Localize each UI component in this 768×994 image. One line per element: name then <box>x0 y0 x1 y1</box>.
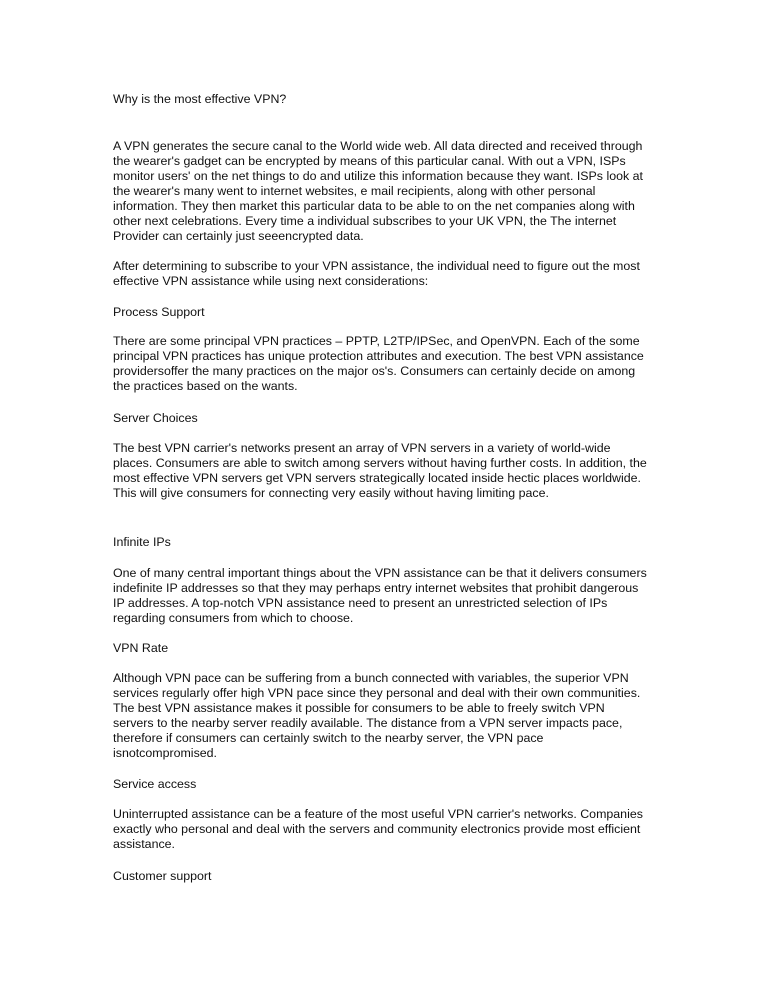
section-body-vpn-rate <box>113 671 673 761</box>
text-line: effective VPN assistance while using next considerations: <box>113 274 429 288</box>
text-line: One of many central important things about the VPN assistance can be that it delivers consumers <box>113 566 647 580</box>
text-line: therefore if consumers can certainly switch to the nearby server, the VPN pace <box>113 731 544 745</box>
text-line: principal VPN practices has unique protection attributes and execution. The best VPN assistance <box>113 349 644 363</box>
text-line: Uninterrupted assistance can be a feature of the most useful VPN carrier's networks. Companies <box>113 807 643 821</box>
section-heading-server-choices: Server Choices <box>113 411 198 425</box>
text-line: The best VPN carrier's networks present an array of VPN servers in a variety of world-wide <box>113 441 611 455</box>
text-line: monitor users' on the net things to do and utilize this information because they want. ISPs look at <box>113 169 643 183</box>
section-body-service-access <box>113 807 673 852</box>
text-line: The best VPN assistance makes it possible for consumers to be able to freely switch VPN <box>113 701 605 715</box>
text-line: regarding consumers from which to choose. <box>113 611 354 625</box>
text-line: indefinite IP addresses so that they may perhaps entry internet websites that prohibit dangerous <box>113 581 639 595</box>
text-line: places. Consumers are able to switch among servers without having further costs. In addition, the <box>113 456 647 470</box>
section-body-process-support <box>113 334 673 394</box>
section-heading-service-access: Service access <box>113 777 197 791</box>
intro-paragraph <box>113 139 673 244</box>
text-line: services regularly offer high VPN pace since they personal and deal with their own communities. <box>113 686 641 700</box>
text-line: the practices based on the wants. <box>113 379 298 393</box>
text-line: providersoffer the many practices on the major os's. Consumers can certainly decide on among <box>113 364 636 378</box>
text-line: the wearer's gadget can be encrypted by means of this particular canal. With out a VPN, ISPs <box>113 154 626 168</box>
text-line: There are some principal VPN practices – PPTP, L2TP/IPSec, and OpenVPN. Each of the some <box>113 334 640 348</box>
text-line: This will give consumers for connecting very easily without having limiting pace. <box>113 486 549 500</box>
section-body-server-choices <box>113 441 673 501</box>
text-line: servers to the nearby server readily available. The distance from a VPN server impacts pace, <box>113 716 623 730</box>
text-line: assistance. <box>113 837 175 851</box>
text-line: information. They then market this particular data to be able to on the net companies along with <box>113 199 635 213</box>
text-line: the wearer's many went to internet websites, e mail recipients, along with other personal <box>113 184 596 198</box>
section-heading-infinite-ips: Infinite IPs <box>113 535 171 549</box>
transition-paragraph <box>113 259 673 289</box>
text-line: exactly who personal and deal with the servers and community electronics provide most efficient <box>113 822 641 836</box>
text-line: isnotcompromised. <box>113 746 217 760</box>
text-line: A VPN generates the secure canal to the World wide web. All data directed and received through <box>113 139 643 153</box>
text-line: Although VPN pace can be suffering from a bunch connected with variables, the superior VPN <box>113 671 629 685</box>
section-heading-customer-support: Customer support <box>113 869 212 883</box>
text-line: most effective VPN servers get VPN servers strategically located inside hectic places worldwide. <box>113 471 641 485</box>
text-line: IP addresses. A top-notch VPN assistance need to present an unrestricted selection of IPs <box>113 596 608 610</box>
section-body-infinite-ips <box>113 566 673 626</box>
section-heading-process-support: Process Support <box>113 305 205 319</box>
document-title: Why is the most effective VPN? <box>113 92 287 106</box>
text-line: Provider can certainly just seeencrypted data. <box>113 229 364 243</box>
text-line: other next celebrations. Every time a individual subscribes to your UK VPN, the The internet <box>113 214 617 228</box>
text-line: After determining to subscribe to your VPN assistance, the individual need to figure out the most <box>113 259 640 273</box>
section-heading-vpn-rate: VPN Rate <box>113 641 169 655</box>
